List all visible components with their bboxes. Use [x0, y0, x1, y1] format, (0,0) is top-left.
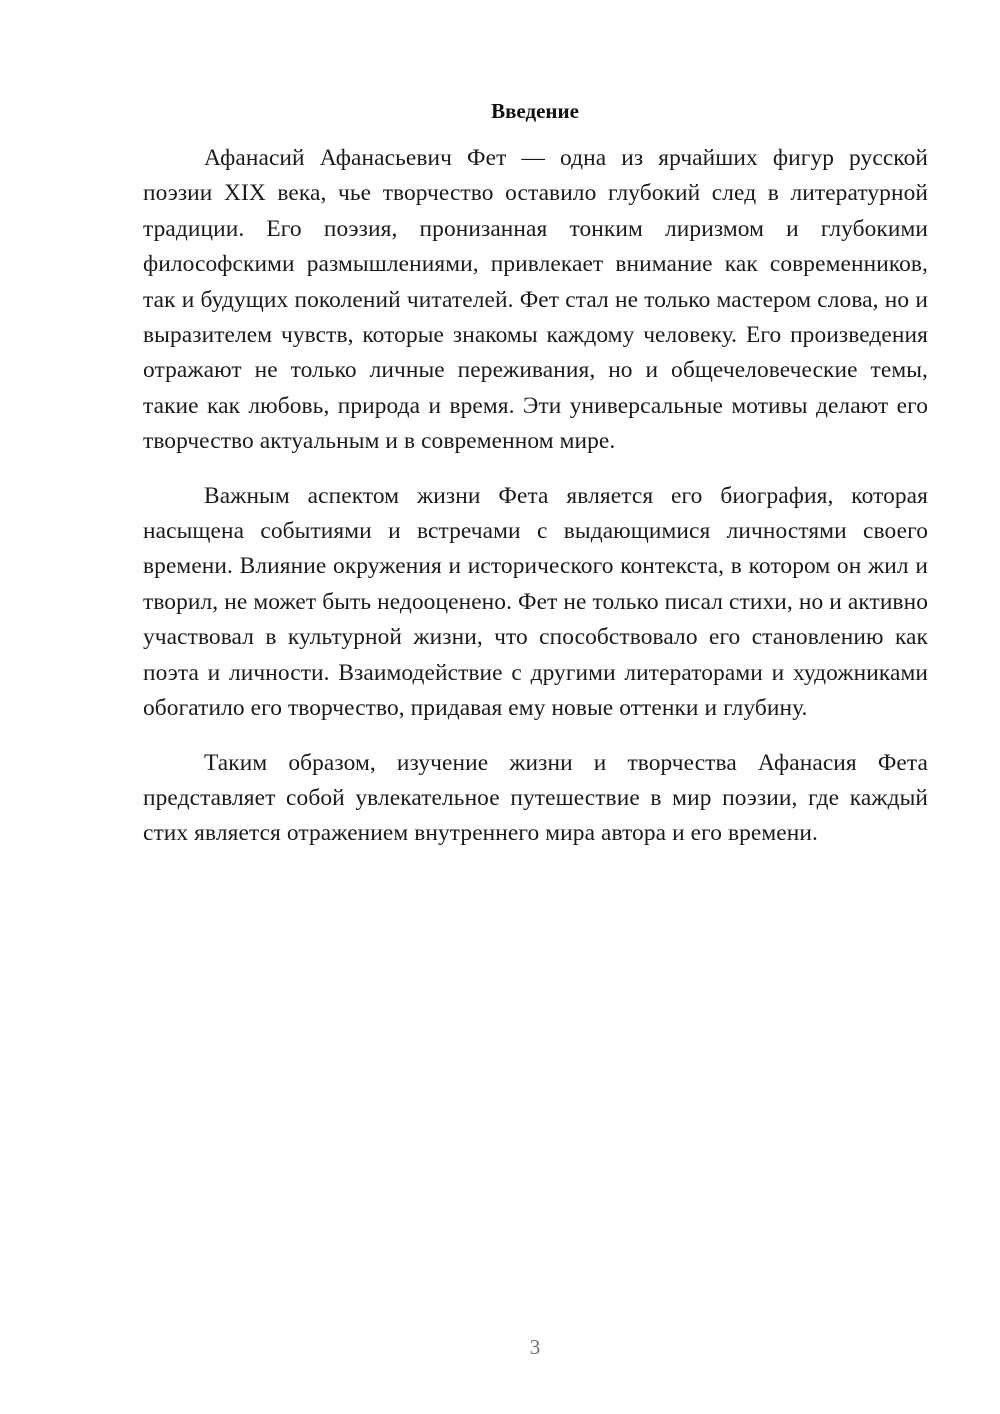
paragraph-conclusion: Таким образом, изучение жизни и творчества Афанасия Фета представляет собой увлекательное путешествие в мир поэзии, где каждый стих является отражением внутреннего мира автора и его времени. [143, 749, 928, 847]
document-body [143, 141, 928, 852]
paragraph-biography: Важным аспектом жизни Фета является его биография, которая насыщена событиями и встречами с выдающимися личностями своего времени. Влияние окружения и исторического контекста, в котором он жил и творил, не может быть недооценено. Фет не только писал стихи, но и активно участвовал в культурной жизни, что способствовало его становлению как поэта и личности. Взаимодействие с другими литераторами и художниками обогатило его творчество, придавая ему новые оттенки и глубину. [143, 482, 928, 722]
paragraph-intro: Афанасий Афанасьевич Фет — одна из ярчайших фигур русской поэзии XIX века, чье творчество оставило глубокий след в литературной традиции. Его поэзия, пронизанная тонким лиризмом и глубокими философскими размышлениями, привлекает внимание как современников, так и будущих поколений читателей. Фет стал не только мастером слова, но и выразителем чувств, которые знакомы каждому человеку. Его произведения отражают не только личные переживания, но и общечеловеческие темы, такие как любовь, природа и время. Эти универсальные мотивы делают его творчество актуальным и в современном мире. [143, 145, 928, 455]
page-number: 3 [529, 1335, 541, 1359]
section-heading: Введение [491, 99, 579, 123]
